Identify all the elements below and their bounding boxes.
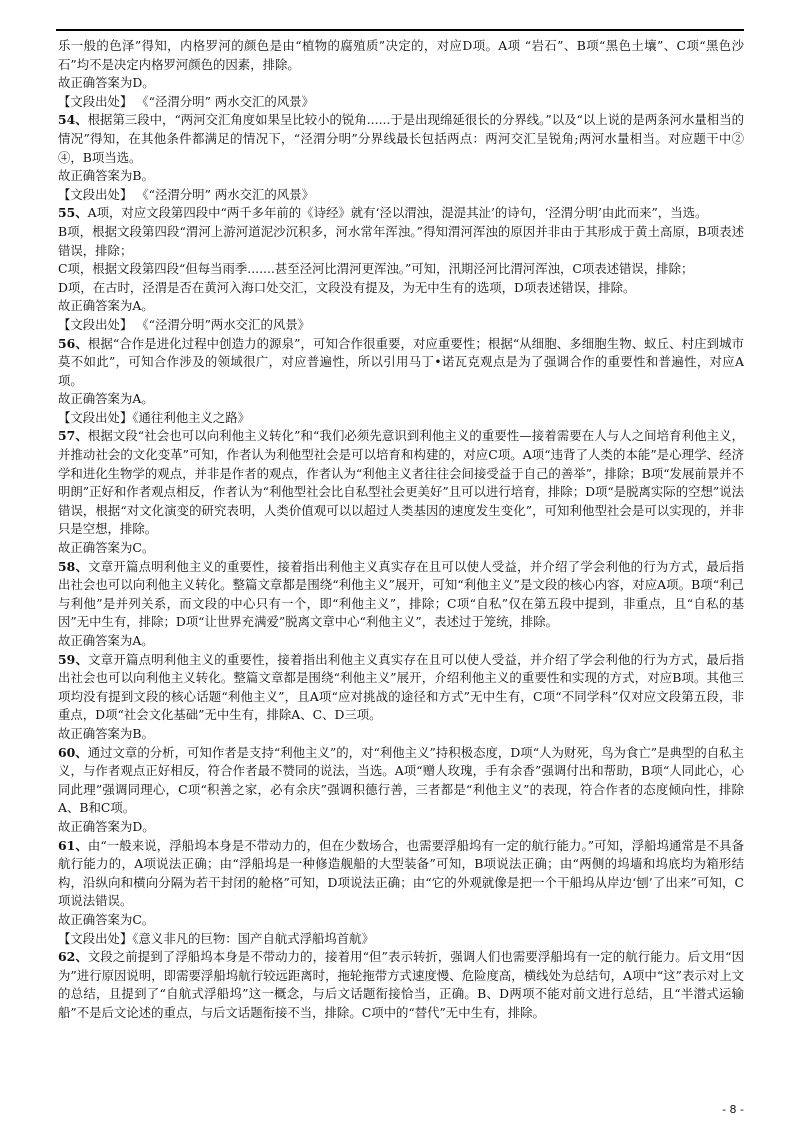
question-number: 61、 [58, 837, 88, 853]
question-text: 由“一般来说，浮船坞本身是不带动力的，但在少数场合，也需要浮船坞有一定的航行能力。”可知，浮船坞通常是不具备航行能力的，A项说法正确；由“浮船坞是一种修造舰船的大型装备”可知，B项说法正确；由“两侧的坞墙和坞底均为箱形结构，沿纵向和横向分隔为若干封闭的舱格”可知，D项说法正确；由“它的外观就像是把一个干船坞从岸边‘刨’了出来”可知，C项说法错误。 [58, 837, 744, 909]
paragraph-line: 乐一般的色泽”得知，内格罗河的颜色是由“植物的腐殖质”决定的，对应D项。A项 “岩石”、B项“黑色土壤”、C项“黑色沙石”均不是决定内格罗河颜色的因素，排除。 [58, 38, 744, 72]
question-text: 文章开篇点明利他主义的重要性，接着指出利他主义真实存在且可以使人受益，并介绍了学会利他的行为方式，最后指出社会也可以向利他主义转化。整篇文章都是围绕“利他主义”展开，介绍利他主义的重要性和实现的方式，对应B项。其他三项均没有提到文段的核心话题“利他主义”，且A项“应对挑战的途径和方式”无中生有，C项“不同学科”仅对应文段第五段，非重点，D项“社会文化基础”无中生有，排除A、C、D三项。 [58, 651, 744, 723]
question-number: 62、 [58, 949, 88, 965]
answer-line: 故正确答案为D。 [58, 818, 155, 834]
question-number: 60、 [58, 744, 88, 760]
option-analysis: B项，根据文段第四段“渭河上游河道泥沙沉积多，河水常年浑浊。”得知渭河浑浊的原因并非由于其形成于黄土高原，B项表述错误，排除； [58, 223, 744, 258]
question-text: A项，对应文段第四段中“两千多年前的《诗经》就有‘泾以渭浊，湜湜其沚’的诗句，‘泾渭分明’由此而来”，当选。 [87, 205, 708, 221]
question-text: 根据第三段中，“两河交汇角度如果呈比较小的锐角......于是出现绵延很长的分界线。”以及“以上说的是两条河水量相当的情况”得知，在其他条件都满足的情况下，“泾渭分明”分界线最长包括两点：两河交汇呈锐角;两河水量相当。对应题干中②④，B项当选。 [58, 112, 744, 165]
option-analysis: D项，在古时，泾渭是否在黄河入海口处交汇，文段没有提及，为无中生有的选项，D项表述错误，排除。 [58, 279, 636, 295]
answer-line: 故正确答案为C。 [58, 540, 155, 556]
question-text: 根据文段“社会也可以向利他主义转化”和“我们必须先意识到利他主义的重要性—接着需要在人与人之间培育利他主义，并推动社会的文化变革”可知，作者认为利他型社会是可以培育和构建的，对应C项。A项“违背了人类的本能”是心理学、经济学和进化生物学的观点，并非是作者的观点，作者认为“利他主义者往往会间接受益于自己的善举”，排除；B项“发展前景并不明朗”正好和作者观点相反，作者认为“利他型社会比自私型社会更美好”且可以进行培育，排除；D项“是脱离实际的空想”说法错误，根据“对文化演变的研究表明，人类价值观可以以超过人类基因的速度发生变化”，可知利他型社会是可以实现的，并非只是空想，排除。 [58, 428, 744, 537]
answer-line: 故正确答案为D。 [58, 75, 155, 91]
question-number: 58、 [58, 558, 89, 574]
question-text: 根据“合作是进化过程中创造力的源泉”，可知合作很重要，对应重要性；根据“从细胞、多细胞生物、蚁丘、村庄到城市莫不如此”，可知合作涉及的领域很广，对应普遍性，所以引用马丁•诺瓦克观点是为了强调合作的重要性和普遍性，对应A项。 [58, 335, 744, 388]
source-line: 【文段出处】 《“泾渭分明”两水交汇的风景》 [58, 316, 311, 332]
question-60 [58, 744, 744, 818]
question-58 [58, 558, 744, 632]
answer-line: 故正确答案为B。 [58, 725, 154, 741]
question-62 [58, 948, 744, 1022]
answer-line: 故正确答案为A。 [58, 633, 154, 648]
page-number: - 8 - [722, 1103, 744, 1116]
source-line: 【文段出处】《通往利他主义之路》 [58, 409, 251, 425]
source-line: 【文段出处】 《“泾渭分明” 两水交汇的风景》 [58, 186, 314, 202]
question-number: 55、 [58, 205, 88, 221]
answer-line: 故正确答案为C。 [58, 911, 155, 927]
question-number: 57、 [58, 428, 88, 444]
question-57 [58, 427, 744, 539]
question-54 [58, 111, 744, 167]
question-55 [58, 204, 744, 223]
answer-line: 故正确答案为B。 [58, 168, 154, 184]
answer-line: 故正确答案为A。 [58, 391, 154, 407]
source-line: 【文段出处】 《“泾渭分明” 两水交汇的风景》 [58, 93, 314, 109]
question-59 [58, 651, 744, 725]
source-line: 【文段出处】《意义非凡的巨物：国产自航式浮船坞首航》 [58, 930, 374, 946]
question-number: 59、 [58, 651, 89, 667]
question-text: 通过文章的分析，可知作者是支持“利他主义”的，对“利他主义”持积极态度，D项“人为财死，鸟为食亡”是典型的自私主义，与作者观点正好相反，符合作者最不赞同的说法，当选。A项“赠人玫瑰，手有余香”强调付出和帮助，B项“人同此心，心同此理”强调同理心，C项“积善之家，必有余庆”强调积德行善，三者都是“利他主义”的表现，符合作者的态度倾向性，排除A、B和C项。 [58, 744, 744, 816]
answer-explanations [58, 37, 744, 1022]
question-number: 56、 [58, 335, 88, 351]
option-analysis: C项，根据文段第四段“但每当雨季.......甚至泾河比渭河更浑浊。”可知，汛期泾河比渭河浑浊，C项表述错误，排除； [58, 261, 694, 277]
question-text: 文段之前提到了浮船坞本身是不带动力的，接着用“但”表示转折，强调人们也需要浮船坞有一定的航行能力。后文用“因为”进行原因说明，即需要浮船坞航行较远距离时，拖轮拖带方式速度慢、危险度高，横线处为总结句，A项中“这”表示对上文的总结，且提到了“自航式浮船坞”这一概念，与后文话题衔接恰当，正确。B、D两项不能对前文进行总结，且“半潜式运输船”不是后文论述的重点，与后文话题衔接不当，排除。C项中的“替代”无中生有，排除。 [58, 949, 744, 1020]
question-56 [58, 335, 744, 391]
header-rule [56, 29, 744, 31]
question-number: 54、 [58, 112, 88, 128]
answer-line: 故正确答案为A。 [58, 298, 154, 314]
question-61 [58, 837, 744, 911]
question-text: 文章开篇点明利他主义的重要性，接着指出利他主义真实存在且可以使人受益，并介绍了学会利他的行为方式，最后指出社会也可以向利他主义转化。整篇文章都是围绕“利他主义”展开，可知“利他主义”是文段的核心内容，对应A项。B项“利己与利他”是并列关系，而文段的中心只有一个，即“利他主义”，排除；C项“自私”仅在第五段中提到，非重点，且“自私的基因”无中生有，排除；D项“让世界充满爱”脱离文章中心“利他主义”，表述过于笼统，排除。 [58, 558, 744, 630]
